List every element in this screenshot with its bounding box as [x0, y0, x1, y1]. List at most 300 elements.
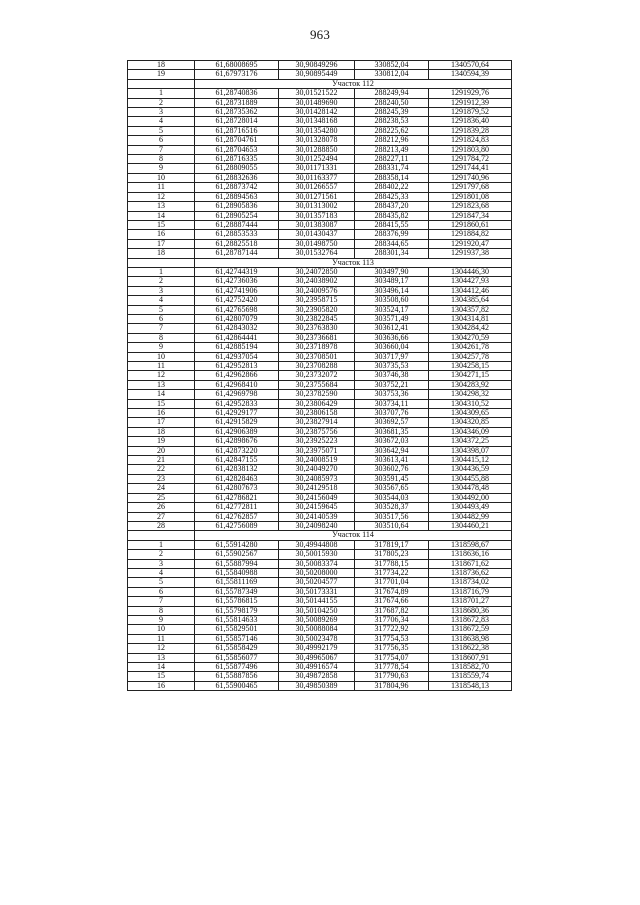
cell-point-number: 3: [128, 559, 195, 568]
cell-point-number: 17: [128, 239, 195, 248]
cell-longitude: 30,49872858: [279, 672, 355, 681]
cell-x-coordinate: 288402,22: [355, 183, 429, 192]
table-row: [128, 333, 512, 342]
cell-point-number: 15: [128, 220, 195, 229]
table-row: [128, 202, 512, 211]
cell-point-number: 21: [128, 456, 195, 465]
cell-point-number: 14: [128, 390, 195, 399]
cell-x-coordinate: 303517,56: [355, 512, 429, 521]
table-row: [128, 70, 512, 79]
cell-y-coordinate: 1318598,67: [429, 540, 512, 549]
cell-x-coordinate: 288435,82: [355, 211, 429, 220]
table-row: [128, 456, 512, 465]
table-row: [128, 474, 512, 483]
cell-latitude: 61,42807673: [195, 484, 279, 493]
cell-y-coordinate: 1291929,76: [429, 89, 512, 98]
cell-x-coordinate: 288301,34: [355, 249, 429, 258]
table-row: [128, 220, 512, 229]
cell-x-coordinate: 303524,17: [355, 305, 429, 314]
cell-x-coordinate: 317790,63: [355, 672, 429, 681]
cell-latitude: 61,42847155: [195, 456, 279, 465]
coordinates-table-body: [128, 61, 512, 691]
cell-y-coordinate: 1304482,99: [429, 512, 512, 521]
table-row: [128, 362, 512, 371]
cell-point-number: 18: [128, 61, 195, 70]
cell-latitude: 61,28716335: [195, 155, 279, 164]
cell-x-coordinate: 303567,65: [355, 484, 429, 493]
table-row: [128, 173, 512, 182]
cell-point-number: 10: [128, 625, 195, 634]
section-title: Участок 113: [195, 258, 512, 267]
cell-point-number: 17: [128, 418, 195, 427]
table-row: [128, 540, 512, 549]
cell-y-coordinate: 1304271,15: [429, 371, 512, 380]
cell-latitude: 61,42968410: [195, 380, 279, 389]
table-row: [128, 211, 512, 220]
cell-y-coordinate: 1304478,48: [429, 484, 512, 493]
cell-point-number: 2: [128, 277, 195, 286]
table-row: [128, 503, 512, 512]
section-header-row: [128, 79, 512, 88]
cell-latitude: 61,42828463: [195, 474, 279, 483]
cell-point-number: 10: [128, 173, 195, 182]
table-row: [128, 634, 512, 643]
cell-point-number: 13: [128, 202, 195, 211]
table-row: [128, 145, 512, 154]
cell-y-coordinate: 1304415,12: [429, 456, 512, 465]
cell-point-number: 19: [128, 437, 195, 446]
cell-x-coordinate: 288425,33: [355, 192, 429, 201]
table-row: [128, 352, 512, 361]
cell-longitude: 30,24140539: [279, 512, 355, 521]
cell-longitude: 30,01171331: [279, 164, 355, 173]
cell-point-number: 3: [128, 286, 195, 295]
cell-latitude: 61,42929177: [195, 409, 279, 418]
table-row: [128, 126, 512, 135]
cell-latitude: 61,42786821: [195, 493, 279, 502]
cell-longitude: 30,50023478: [279, 634, 355, 643]
cell-point-number: 8: [128, 333, 195, 342]
cell-x-coordinate: 303707,76: [355, 409, 429, 418]
cell-point-number: 7: [128, 324, 195, 333]
cell-longitude: 30,01521522: [279, 89, 355, 98]
cell-longitude: 30,01328078: [279, 136, 355, 145]
cell-y-coordinate: 1318671,62: [429, 559, 512, 568]
cell-point-number: 11: [128, 183, 195, 192]
cell-latitude: 61,42752420: [195, 296, 279, 305]
cell-y-coordinate: 1304398,07: [429, 446, 512, 455]
coordinates-table: [127, 60, 512, 691]
cell-x-coordinate: 303692,57: [355, 418, 429, 427]
cell-y-coordinate: 1304427,93: [429, 277, 512, 286]
cell-point-number: 26: [128, 503, 195, 512]
cell-point-number: 3: [128, 108, 195, 117]
table-row: [128, 625, 512, 634]
cell-y-coordinate: 1304492,00: [429, 493, 512, 502]
cell-y-coordinate: 1304298,32: [429, 390, 512, 399]
cell-x-coordinate: 303496,14: [355, 286, 429, 295]
cell-point-number: 7: [128, 145, 195, 154]
cell-longitude: 30,50083374: [279, 559, 355, 568]
cell-longitude: 30,23827914: [279, 418, 355, 427]
cell-y-coordinate: 1291784,72: [429, 155, 512, 164]
cell-x-coordinate: 317804,96: [355, 681, 429, 690]
cell-latitude: 61,28731889: [195, 98, 279, 107]
cell-point-number: 14: [128, 663, 195, 672]
cell-longitude: 30,24072850: [279, 267, 355, 276]
table-row: [128, 427, 512, 436]
cell-latitude: 61,28825518: [195, 239, 279, 248]
table-row: [128, 559, 512, 568]
cell-latitude: 61,42807079: [195, 314, 279, 323]
cell-longitude: 30,01348168: [279, 117, 355, 126]
cell-point-number: 25: [128, 493, 195, 502]
cell-point-number: 15: [128, 399, 195, 408]
cell-latitude: 61,55829501: [195, 625, 279, 634]
cell-point-number: 7: [128, 597, 195, 606]
cell-longitude: 30,50208000: [279, 568, 355, 577]
cell-longitude: 30,50089269: [279, 615, 355, 624]
cell-longitude: 30,01163377: [279, 173, 355, 182]
cell-latitude: 61,28740836: [195, 89, 279, 98]
cell-longitude: 30,01532764: [279, 249, 355, 258]
cell-latitude: 61,42969798: [195, 390, 279, 399]
cell-latitude: 61,28704653: [195, 145, 279, 154]
cell-x-coordinate: 303642,94: [355, 446, 429, 455]
table-row: [128, 380, 512, 389]
cell-longitude: 30,23708288: [279, 362, 355, 371]
cell-latitude: 61,55887994: [195, 559, 279, 568]
cell-y-coordinate: 1318638,98: [429, 634, 512, 643]
cell-y-coordinate: 1291860,61: [429, 220, 512, 229]
cell-x-coordinate: 317674,66: [355, 597, 429, 606]
cell-y-coordinate: 1318734,02: [429, 578, 512, 587]
cell-x-coordinate: 303510,64: [355, 521, 429, 530]
cell-y-coordinate: 1304310,52: [429, 399, 512, 408]
cell-latitude: 61,28809055: [195, 164, 279, 173]
cell-x-coordinate: 288331,74: [355, 164, 429, 173]
cell-latitude: 61,28873742: [195, 183, 279, 192]
table-row: [128, 409, 512, 418]
cell-x-coordinate: 288358,14: [355, 173, 429, 182]
cell-x-coordinate: 303735,53: [355, 362, 429, 371]
cell-latitude: 61,42885194: [195, 343, 279, 352]
table-row: [128, 653, 512, 662]
cell-latitude: 61,42915829: [195, 418, 279, 427]
cell-y-coordinate: 1291823,68: [429, 202, 512, 211]
page-number: 963: [309, 27, 331, 42]
table-row: [128, 117, 512, 126]
cell-latitude: 61,42744319: [195, 267, 279, 276]
cell-latitude: 61,55857146: [195, 634, 279, 643]
table-row: [128, 164, 512, 173]
cell-latitude: 61,28735362: [195, 108, 279, 117]
cell-longitude: 30,49916574: [279, 663, 355, 672]
cell-y-coordinate: 1291797,68: [429, 183, 512, 192]
table-row: [128, 521, 512, 530]
cell-longitude: 30,23875756: [279, 427, 355, 436]
cell-longitude: 30,24038902: [279, 277, 355, 286]
cell-point-number: 6: [128, 587, 195, 596]
cell-latitude: 61,42937054: [195, 352, 279, 361]
cell-latitude: 61,42898676: [195, 437, 279, 446]
cell-x-coordinate: 317788,15: [355, 559, 429, 568]
cell-point-number: 27: [128, 512, 195, 521]
cell-x-coordinate: 303612,41: [355, 324, 429, 333]
cell-y-coordinate: 1291824,83: [429, 136, 512, 145]
cell-latitude: 61,68008695: [195, 61, 279, 70]
cell-latitude: 61,42873220: [195, 446, 279, 455]
cell-point-number: 13: [128, 380, 195, 389]
cell-x-coordinate: 303734,11: [355, 399, 429, 408]
cell-point-number: 16: [128, 409, 195, 418]
cell-x-coordinate: 288225,62: [355, 126, 429, 135]
table-row: [128, 277, 512, 286]
cell-y-coordinate: 1318559,74: [429, 672, 512, 681]
cell-point-number: 9: [128, 615, 195, 624]
cell-latitude: 61,28728014: [195, 117, 279, 126]
cell-point-number: 5: [128, 578, 195, 587]
cell-longitude: 30,24159645: [279, 503, 355, 512]
cell-point-number: 28: [128, 521, 195, 530]
cell-point-number: 1: [128, 89, 195, 98]
cell-y-coordinate: 1304455,88: [429, 474, 512, 483]
cell-y-coordinate: 1304446,30: [429, 267, 512, 276]
cell-point-number: 1: [128, 540, 195, 549]
cell-latitude: 61,42952833: [195, 399, 279, 408]
cell-latitude: 61,42762857: [195, 512, 279, 521]
cell-point-number: 19: [128, 70, 195, 79]
cell-longitude: 30,01498750: [279, 239, 355, 248]
cell-y-coordinate: 1304346,09: [429, 427, 512, 436]
cell-y-coordinate: 1318582,70: [429, 663, 512, 672]
cell-longitude: 30,01489690: [279, 98, 355, 107]
cell-latitude: 61,55811169: [195, 578, 279, 587]
table-row: [128, 446, 512, 455]
cell-y-coordinate: 1318736,62: [429, 568, 512, 577]
cell-longitude: 30,90849296: [279, 61, 355, 70]
cell-y-coordinate: 1304320,85: [429, 418, 512, 427]
cell-latitude: 61,28832636: [195, 173, 279, 182]
section-header-blank-cell: [128, 531, 195, 540]
table-row: [128, 183, 512, 192]
cell-latitude: 61,55914280: [195, 540, 279, 549]
cell-longitude: 30,23975071: [279, 446, 355, 455]
table-row: [128, 305, 512, 314]
cell-longitude: 30,24049270: [279, 465, 355, 474]
table-row: [128, 437, 512, 446]
cell-x-coordinate: 303752,21: [355, 380, 429, 389]
cell-point-number: 11: [128, 634, 195, 643]
table-row: [128, 371, 512, 380]
cell-x-coordinate: 288212,96: [355, 136, 429, 145]
cell-y-coordinate: 1291744,41: [429, 164, 512, 173]
cell-longitude: 30,50144155: [279, 597, 355, 606]
cell-longitude: 30,50104250: [279, 606, 355, 615]
cell-longitude: 30,01266557: [279, 183, 355, 192]
cell-y-coordinate: 1304357,82: [429, 305, 512, 314]
cell-longitude: 30,49944808: [279, 540, 355, 549]
cell-point-number: 4: [128, 117, 195, 126]
cell-latitude: 61,42772811: [195, 503, 279, 512]
cell-y-coordinate: 1318701,27: [429, 597, 512, 606]
cell-latitude: 61,28704761: [195, 136, 279, 145]
cell-latitude: 61,42741906: [195, 286, 279, 295]
cell-longitude: 30,23782590: [279, 390, 355, 399]
cell-x-coordinate: 288245,39: [355, 108, 429, 117]
section-header-blank-cell: [128, 258, 195, 267]
cell-longitude: 30,23806429: [279, 399, 355, 408]
cell-latitude: 61,55814633: [195, 615, 279, 624]
cell-longitude: 30,23736681: [279, 333, 355, 342]
cell-y-coordinate: 1291801,08: [429, 192, 512, 201]
cell-latitude: 61,42756089: [195, 521, 279, 530]
cell-x-coordinate: 288249,94: [355, 89, 429, 98]
cell-x-coordinate: 288415,55: [355, 220, 429, 229]
cell-x-coordinate: 288227,11: [355, 155, 429, 164]
table-row: [128, 587, 512, 596]
cell-longitude: 30,01354280: [279, 126, 355, 135]
cell-point-number: 9: [128, 343, 195, 352]
cell-x-coordinate: 330852,04: [355, 61, 429, 70]
cell-y-coordinate: 1304412,46: [429, 286, 512, 295]
cell-latitude: 61,42765698: [195, 305, 279, 314]
cell-y-coordinate: 1318607,91: [429, 653, 512, 662]
cell-latitude: 61,55786815: [195, 597, 279, 606]
cell-x-coordinate: 303746,38: [355, 371, 429, 380]
cell-latitude: 61,55798179: [195, 606, 279, 615]
cell-latitude: 61,67973176: [195, 70, 279, 79]
cell-longitude: 30,23806158: [279, 409, 355, 418]
table-row: [128, 343, 512, 352]
cell-longitude: 30,01430437: [279, 230, 355, 239]
cell-y-coordinate: 1304261,78: [429, 343, 512, 352]
cell-longitude: 30,01383087: [279, 220, 355, 229]
cell-y-coordinate: 1340570,64: [429, 61, 512, 70]
cell-point-number: 23: [128, 474, 195, 483]
cell-point-number: 5: [128, 305, 195, 314]
cell-y-coordinate: 1318636,16: [429, 550, 512, 559]
cell-x-coordinate: 317778,54: [355, 663, 429, 672]
cell-y-coordinate: 1340594,39: [429, 70, 512, 79]
cell-x-coordinate: 303636,66: [355, 333, 429, 342]
table-row: [128, 418, 512, 427]
table-row: [128, 98, 512, 107]
cell-y-coordinate: 1291847,34: [429, 211, 512, 220]
cell-point-number: 16: [128, 681, 195, 690]
cell-x-coordinate: 303571,49: [355, 314, 429, 323]
cell-point-number: 11: [128, 362, 195, 371]
cell-y-coordinate: 1304270,59: [429, 333, 512, 342]
cell-point-number: 2: [128, 98, 195, 107]
cell-point-number: 22: [128, 465, 195, 474]
cell-y-coordinate: 1318672,59: [429, 625, 512, 634]
table-row: [128, 681, 512, 690]
cell-latitude: 61,28894563: [195, 192, 279, 201]
table-row: [128, 89, 512, 98]
table-row: [128, 663, 512, 672]
cell-longitude: 30,24009576: [279, 286, 355, 295]
table-row: [128, 314, 512, 323]
table-row: [128, 239, 512, 248]
cell-latitude: 61,28905254: [195, 211, 279, 220]
cell-y-coordinate: 1291920,47: [429, 239, 512, 248]
cell-longitude: 30,24098240: [279, 521, 355, 530]
cell-y-coordinate: 1304385,64: [429, 296, 512, 305]
table-row: [128, 296, 512, 305]
cell-y-coordinate: 1291836,40: [429, 117, 512, 126]
cell-longitude: 30,24085973: [279, 474, 355, 483]
cell-x-coordinate: 317754,53: [355, 634, 429, 643]
table-row: [128, 644, 512, 653]
cell-x-coordinate: 288376,99: [355, 230, 429, 239]
table-row: [128, 286, 512, 295]
cell-y-coordinate: 1318622,38: [429, 644, 512, 653]
cell-latitude: 61,42962866: [195, 371, 279, 380]
cell-point-number: 20: [128, 446, 195, 455]
cell-latitude: 61,42843032: [195, 324, 279, 333]
cell-latitude: 61,42838132: [195, 465, 279, 474]
cell-longitude: 30,23822845: [279, 314, 355, 323]
cell-y-coordinate: 1291803,80: [429, 145, 512, 154]
cell-x-coordinate: 317754,07: [355, 653, 429, 662]
cell-longitude: 30,01313002: [279, 202, 355, 211]
cell-y-coordinate: 1304257,78: [429, 352, 512, 361]
cell-latitude: 61,28887444: [195, 220, 279, 229]
cell-longitude: 30,23708501: [279, 352, 355, 361]
cell-longitude: 30,24129518: [279, 484, 355, 493]
cell-y-coordinate: 1304309,65: [429, 409, 512, 418]
cell-y-coordinate: 1318716,79: [429, 587, 512, 596]
cell-x-coordinate: 303602,76: [355, 465, 429, 474]
cell-x-coordinate: 317701,04: [355, 578, 429, 587]
cell-latitude: 61,28787144: [195, 249, 279, 258]
cell-longitude: 30,50088084: [279, 625, 355, 634]
cell-point-number: 8: [128, 155, 195, 164]
table-row: [128, 493, 512, 502]
cell-x-coordinate: 303660,04: [355, 343, 429, 352]
cell-x-coordinate: 288238,53: [355, 117, 429, 126]
cell-latitude: 61,55787349: [195, 587, 279, 596]
table-row: [128, 136, 512, 145]
cell-point-number: 15: [128, 672, 195, 681]
cell-point-number: 10: [128, 352, 195, 361]
cell-latitude: 61,28716516: [195, 126, 279, 135]
cell-longitude: 30,01428142: [279, 108, 355, 117]
table-row: [128, 230, 512, 239]
cell-y-coordinate: 1291937,38: [429, 249, 512, 258]
cell-longitude: 30,23718978: [279, 343, 355, 352]
cell-y-coordinate: 1291912,39: [429, 98, 512, 107]
cell-latitude: 61,55858429: [195, 644, 279, 653]
cell-point-number: 16: [128, 230, 195, 239]
cell-longitude: 30,23755684: [279, 380, 355, 389]
cell-longitude: 30,23905820: [279, 305, 355, 314]
cell-latitude: 61,42864441: [195, 333, 279, 342]
cell-y-coordinate: 1304258,15: [429, 362, 512, 371]
cell-longitude: 30,49850389: [279, 681, 355, 690]
cell-x-coordinate: 330812,04: [355, 70, 429, 79]
cell-y-coordinate: 1318680,36: [429, 606, 512, 615]
cell-longitude: 30,24008519: [279, 456, 355, 465]
table-row: [128, 399, 512, 408]
cell-longitude: 30,01357183: [279, 211, 355, 220]
table-row: [128, 578, 512, 587]
cell-latitude: 61,55840988: [195, 568, 279, 577]
cell-x-coordinate: 317756,35: [355, 644, 429, 653]
cell-longitude: 30,49992179: [279, 644, 355, 653]
cell-x-coordinate: 317805,23: [355, 550, 429, 559]
